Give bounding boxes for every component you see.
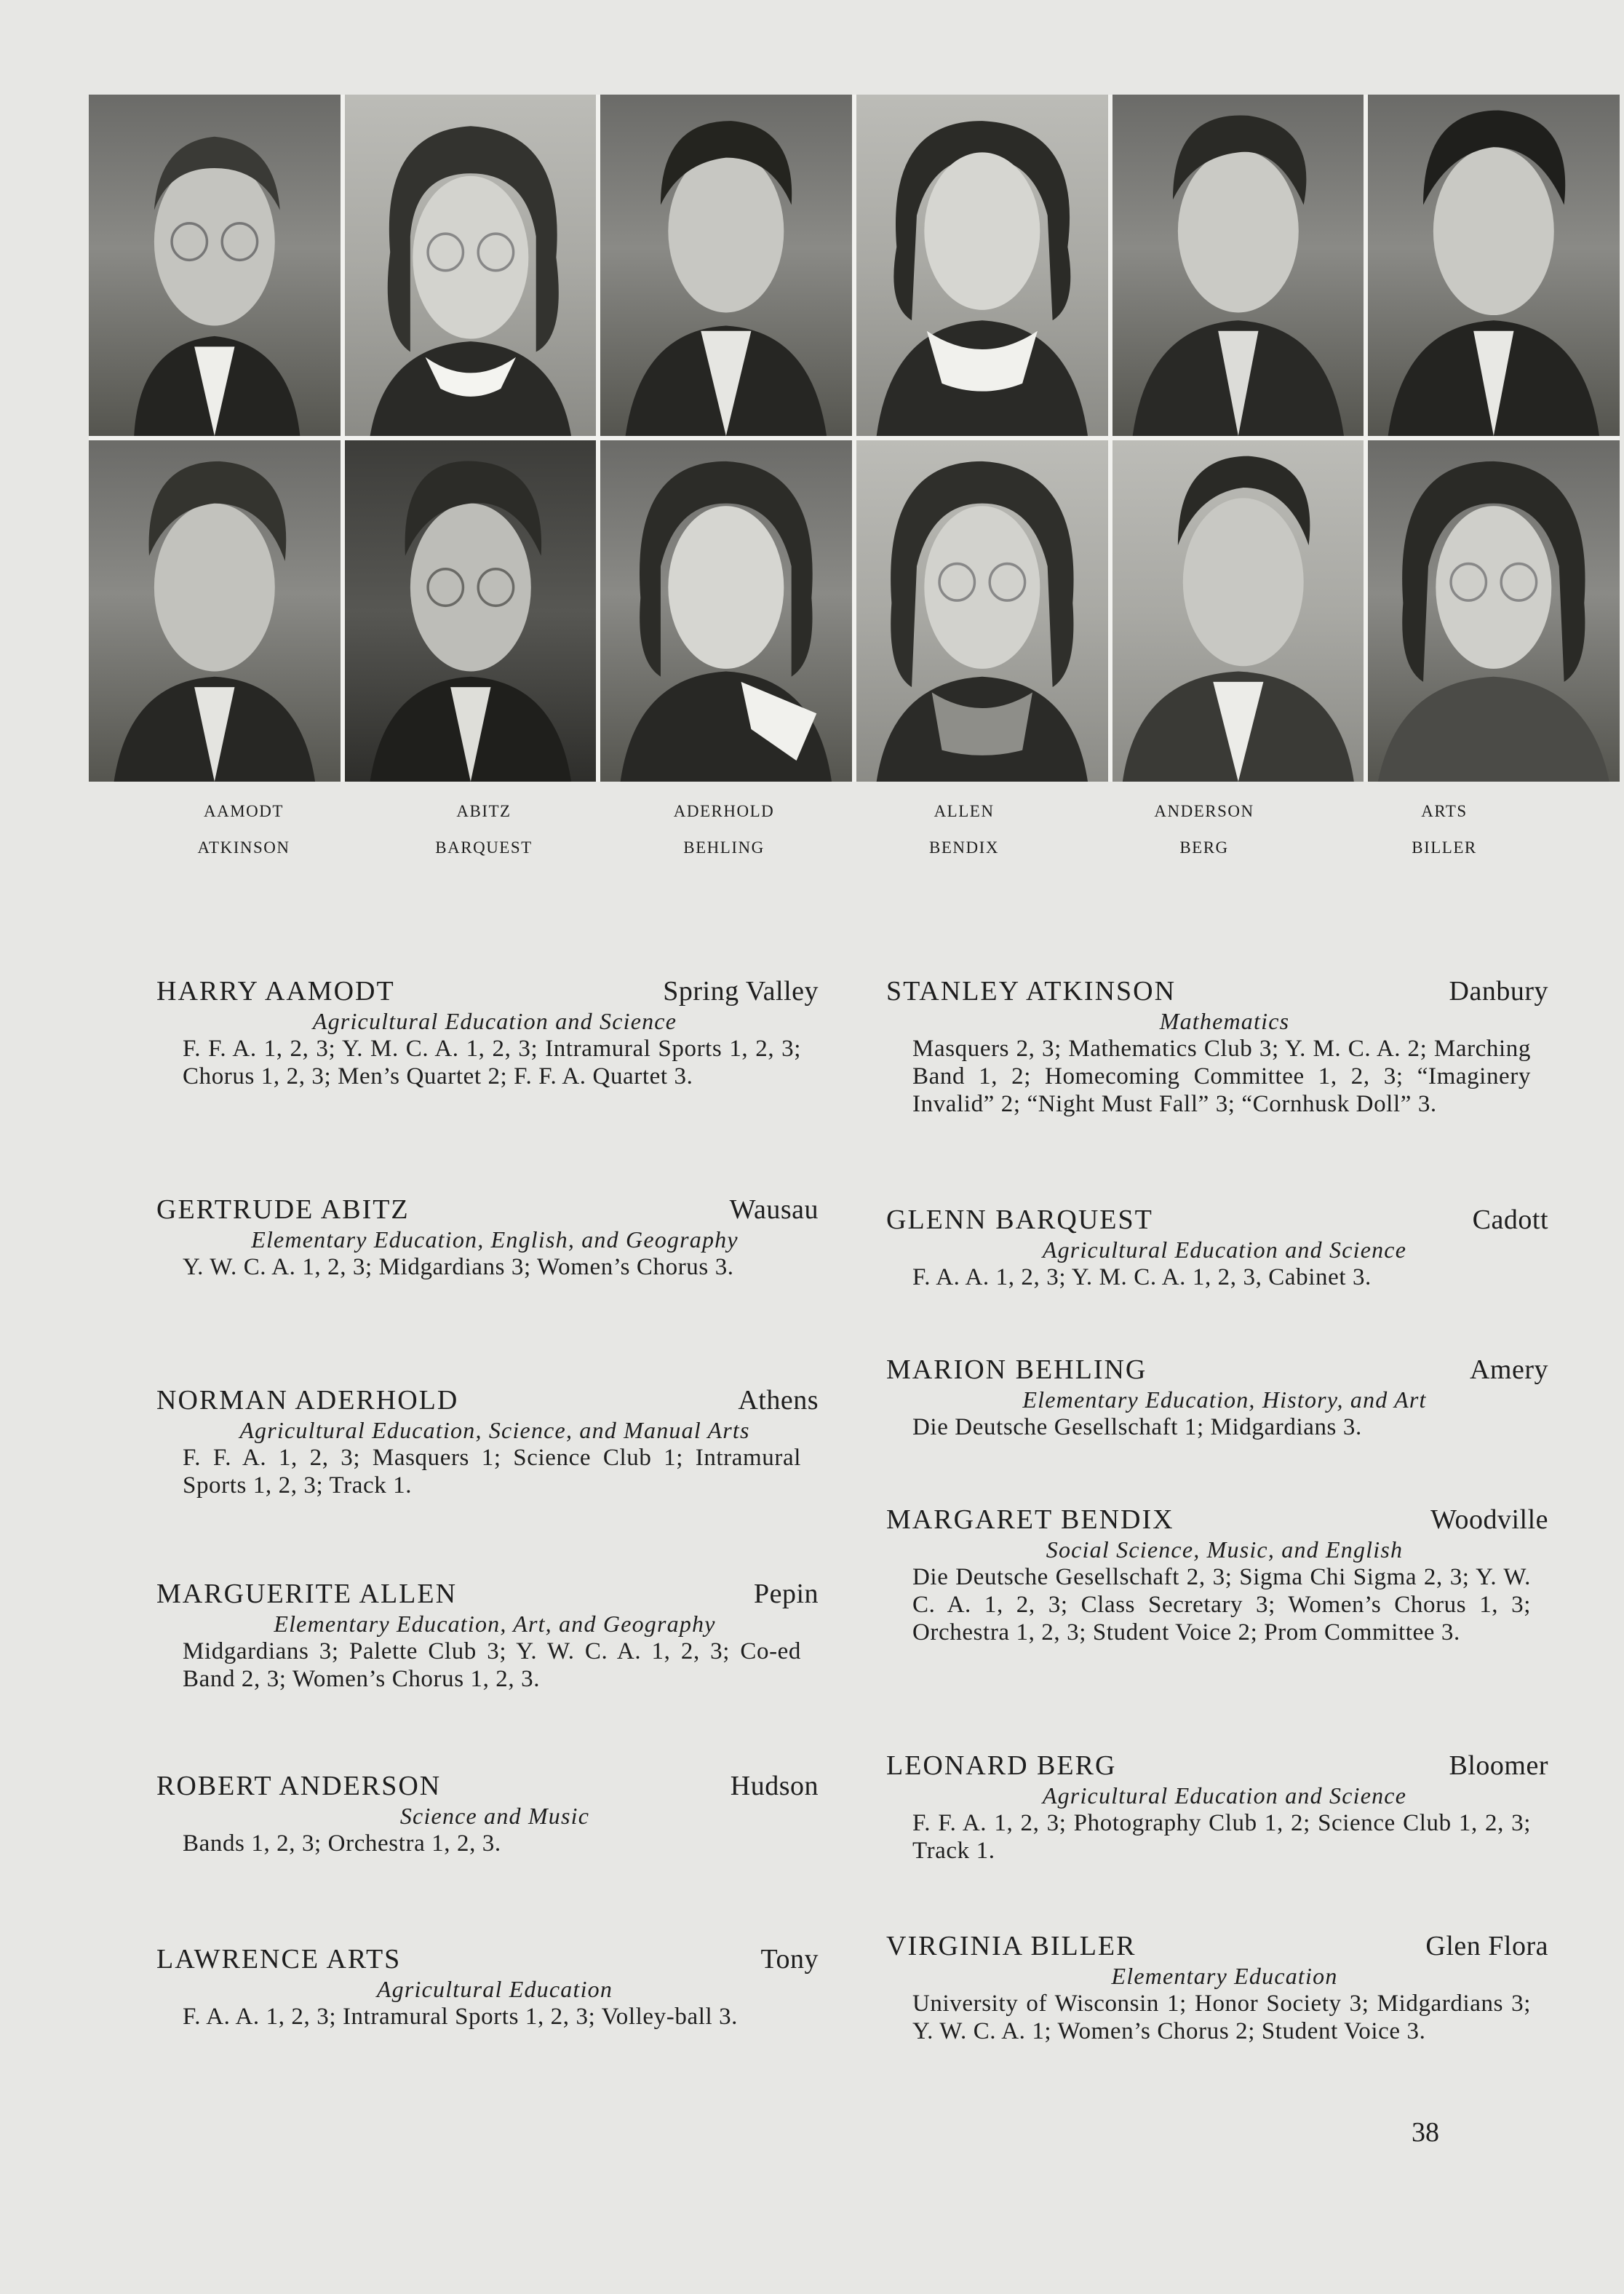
photo-caption: BENDIX: [929, 838, 999, 857]
activities: Bands 1, 2, 3; Orchestra 1, 2, 3.: [183, 1830, 501, 1857]
page-number: 38: [1412, 2117, 1439, 2148]
photo-caption: ABITZ: [456, 802, 512, 820]
biography-entry: [886, 1204, 1548, 1291]
major: Elementary Education, Art, and Geography: [274, 1611, 716, 1637]
photo-caption: ATKINSON: [197, 838, 290, 857]
portrait-barquest: [345, 440, 597, 782]
photo-caption: BERG: [1179, 838, 1229, 857]
student-name: GERTRUDE ABITZ: [156, 1194, 410, 1225]
hometown: Athens: [738, 1385, 819, 1416]
biography-entry: [886, 1930, 1548, 2045]
activities: F. A. A. 1, 2, 3; Y. M. C. A. 1, 2, 3, Cabinet 3.: [912, 1264, 1372, 1290]
hometown: Glen Flora: [1425, 1931, 1548, 1961]
hometown: Amery: [1469, 1354, 1548, 1385]
photo-caption: BARQUEST: [435, 838, 533, 857]
student-name: LAWRENCE ARTS: [156, 1944, 402, 1974]
major: Agricultural Education and Science: [1042, 1782, 1407, 1809]
activities: F. F. A. 1, 2, 3; Y. M. C. A. 1, 2, 3; Intramural Sports 1, 2, 3; Chorus 1, 2, 3; Men’s Quartet 2; F. F. A. Quartet 3.: [183, 1036, 801, 1090]
student-name: VIRGINIA BILLER: [886, 1931, 1137, 1961]
hometown: Danbury: [1449, 976, 1548, 1007]
biography-entry: [156, 975, 819, 1090]
activities: Midgardians 3; Palette Club 3; Y. W. C. A. 1, 2, 3; Co-ed Band 2, 3; Women’s Chorus 1, 2, 3.: [183, 1638, 801, 1692]
photo-captions-row-1: [124, 802, 1564, 821]
student-name: ROBERT ANDERSON: [156, 1771, 442, 1801]
photo-caption: AAMODT: [204, 802, 284, 820]
portrait-berg: [1112, 440, 1364, 782]
photo-caption: ADERHOLD: [673, 802, 775, 820]
student-name: MARGUERITE ALLEN: [156, 1579, 458, 1609]
photo-caption: ANDERSON: [1154, 802, 1254, 820]
portrait-behling: [600, 440, 852, 782]
portrait-atkinson: [89, 440, 341, 782]
major: Agricultural Education: [376, 1976, 613, 2002]
student-name: MARION BEHLING: [886, 1354, 1147, 1385]
biography-entry: [156, 1578, 819, 1693]
activities: F. F. A. 1, 2, 3; Photography Club 1, 2; Science Club 1, 2, 3; Track 1.: [912, 1810, 1531, 1864]
portrait-allen: [856, 95, 1108, 436]
hometown: Bloomer: [1449, 1750, 1548, 1781]
student-name: HARRY AAMODT: [156, 976, 395, 1007]
portrait-grid: [89, 95, 1620, 782]
biography-entry: [156, 1770, 819, 1857]
major: Elementary Education, History, and Art: [1022, 1386, 1427, 1413]
activities: F. F. A. 1, 2, 3; Masquers 1; Science Club 1; Intramural Sports 1, 2, 3; Track 1.: [183, 1445, 801, 1499]
biography-entry: [886, 1504, 1548, 1646]
portrait-arts: [1368, 95, 1620, 436]
hometown: Hudson: [730, 1771, 819, 1801]
hometown: Woodville: [1430, 1504, 1548, 1535]
activities: Die Deutsche Gesellschaft 2, 3; Sigma Chi Sigma 2, 3; Y. W. C. A. 1, 2, 3; Class Secretary 3; Women’s Chorus 1, 3; Orchestra 1, 2, 3; Student Voice 2; Prom Committee 3.: [912, 1564, 1531, 1646]
student-name: NORMAN ADERHOLD: [156, 1385, 459, 1416]
biography-entry: [886, 1750, 1548, 1865]
activities: University of Wisconsin 1; Honor Society 3; Midgardians 3; Y. W. C. A. 1; Women’s Chorus 2; Student Voice 3.: [912, 1991, 1531, 2044]
biography-entry: [156, 1194, 819, 1281]
portrait-biller: [1368, 440, 1620, 782]
hometown: Spring Valley: [663, 976, 819, 1007]
hometown: Cadott: [1472, 1204, 1548, 1235]
photo-captions-row-2: [124, 838, 1564, 857]
hometown: Tony: [760, 1944, 819, 1974]
hometown: Wausau: [729, 1194, 819, 1225]
portrait-bendix: [856, 440, 1108, 782]
biography-entry: [156, 1943, 819, 2031]
major: Social Science, Music, and English: [1046, 1536, 1404, 1563]
student-name: STANLEY ATKINSON: [886, 976, 1177, 1007]
major: Agricultural Education and Science: [312, 1008, 677, 1034]
student-name: GLENN BARQUEST: [886, 1204, 1153, 1235]
student-name: MARGARET BENDIX: [886, 1504, 1174, 1535]
portrait-aamodt: [89, 95, 341, 436]
biography-entry: [156, 1384, 819, 1499]
photo-caption: BEHLING: [683, 838, 765, 857]
major: Agricultural Education and Science: [1042, 1237, 1407, 1263]
hometown: Pepin: [753, 1579, 819, 1609]
photo-caption: ARTS: [1421, 802, 1468, 820]
portrait-aderhold: [600, 95, 852, 436]
major: Science and Music: [399, 1803, 590, 1829]
activities: Y. W. C. A. 1, 2, 3; Midgardians 3; Women’s Chorus 3.: [183, 1254, 734, 1280]
student-name: LEONARD BERG: [886, 1750, 1117, 1781]
major: Elementary Education, English, and Geography: [251, 1226, 739, 1253]
activities: Die Deutsche Gesellschaft 1; Midgardians 3.: [912, 1414, 1362, 1440]
major: Mathematics: [1159, 1008, 1290, 1034]
major: Elementary Education: [1111, 1963, 1338, 1989]
photo-caption: ALLEN: [934, 802, 995, 820]
activities: F. A. A. 1, 2, 3; Intramural Sports 1, 2, 3; Volley-ball 3.: [183, 2004, 739, 2030]
biography-entry: [886, 1354, 1548, 1441]
biography-entry: [886, 975, 1548, 1118]
portrait-abitz: [345, 95, 597, 436]
activities: Masquers 2, 3; Mathematics Club 3; Y. M. C. A. 2; Marching Band 1, 2; Homecoming Committee 1, 2, 3; “Imaginery Invalid” 2; “Night Must Fall” 3; “Cornhusk Doll” 3.: [912, 1036, 1531, 1117]
photo-caption: BILLER: [1412, 838, 1477, 857]
portrait-anderson: [1112, 95, 1364, 436]
major: Agricultural Education, Science, and Manual Arts: [239, 1417, 750, 1443]
